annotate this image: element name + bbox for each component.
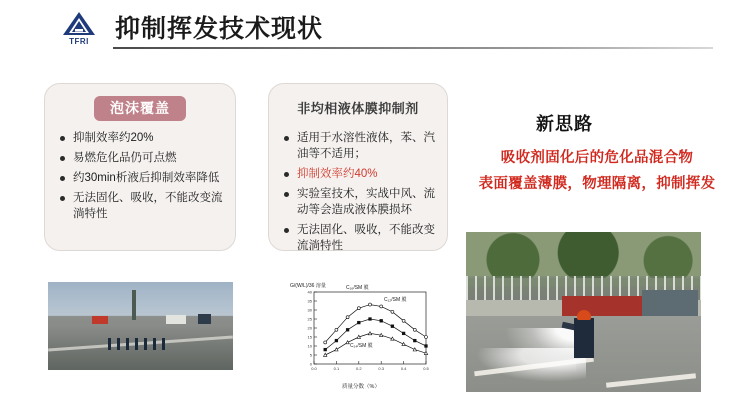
new-idea-line-1: 吸收剂固化后的危化品混合物 — [500, 150, 694, 166]
bullet-list-foam — [59, 130, 225, 226]
svg-text:25: 25 — [307, 316, 312, 322]
svg-text:0.2: 0.2 — [356, 366, 362, 371]
list-item-highlight: 抑制效率约40% — [297, 168, 378, 180]
photo-detail — [466, 232, 701, 278]
new-idea-line-2: 表面覆盖薄膜，物理隔离，抑制挥发 — [478, 176, 716, 192]
photo-road-spill — [48, 282, 233, 370]
card-title-foam: 泡沫覆盖 — [94, 98, 186, 118]
svg-text:20: 20 — [307, 325, 312, 331]
photo-detail — [132, 290, 136, 320]
bullet-list-film — [283, 130, 437, 258]
svg-text:0.4: 0.4 — [400, 366, 407, 371]
chart-xlabel: 质量分数（%） — [342, 384, 380, 390]
new-idea-title: 新思路 — [536, 114, 593, 134]
photo-detail — [574, 318, 594, 358]
svg-text:5: 5 — [309, 352, 312, 358]
list-item: 无法固化、吸收，不能改变流淌特性 — [59, 190, 225, 222]
card-foam-cover — [44, 83, 236, 251]
triangle-logo-icon — [62, 11, 96, 36]
svg-text:10: 10 — [307, 343, 312, 349]
tfri-logo — [56, 8, 102, 48]
photo-detail — [577, 310, 591, 320]
svg-text:40: 40 — [307, 289, 312, 295]
card-heterogeneous-film — [268, 83, 448, 251]
card-title-film: 非均相液体膜抑制剂 — [297, 101, 419, 116]
photo-detail — [108, 338, 168, 350]
list-item: 无法固化、吸收，不能改变流淌特性 — [283, 222, 437, 254]
chart-annotation-3: C₁₄/SM 膜 — [350, 343, 373, 349]
svg-text:30: 30 — [307, 307, 312, 313]
svg-text:0.5: 0.5 — [423, 366, 429, 371]
page-title: 抑制挥发技术现状 — [115, 15, 324, 43]
chart-annotation-1: C₁₆/SM 膜 — [346, 285, 369, 291]
photo-firefighter-spraying — [466, 232, 701, 392]
list-item — [283, 166, 437, 182]
list-item: 适用于水溶性液体，苯、汽油等不适用； — [283, 130, 437, 162]
chart-canvas — [288, 278, 434, 382]
list-item: 抑制效率约20% — [59, 130, 225, 146]
svg-text:0: 0 — [309, 361, 312, 367]
photo-detail — [562, 296, 654, 318]
list-item: 易燃危化品仍可点燃 — [59, 150, 225, 166]
list-item: 约30min析液后抑制效率降低 — [59, 170, 225, 186]
line-chart — [288, 278, 434, 390]
logo-label: TFRI — [69, 36, 89, 46]
svg-text:0.3: 0.3 — [378, 366, 384, 371]
list-item: 实验室技术，实战中风、流动等会造成液体膜损坏 — [283, 186, 437, 218]
svg-text:0.1: 0.1 — [333, 366, 340, 371]
svg-text:15: 15 — [307, 334, 312, 340]
svg-text:35: 35 — [307, 298, 312, 304]
header-divider — [113, 47, 713, 49]
chart-annotation-2: C₁₂/SM 膜 — [384, 297, 407, 303]
svg-text:0.0: 0.0 — [311, 366, 317, 371]
chart-ylabel: G/(W/L)/36 溶量 — [290, 283, 326, 289]
photo-detail — [476, 348, 586, 382]
slide-header — [0, 0, 744, 56]
